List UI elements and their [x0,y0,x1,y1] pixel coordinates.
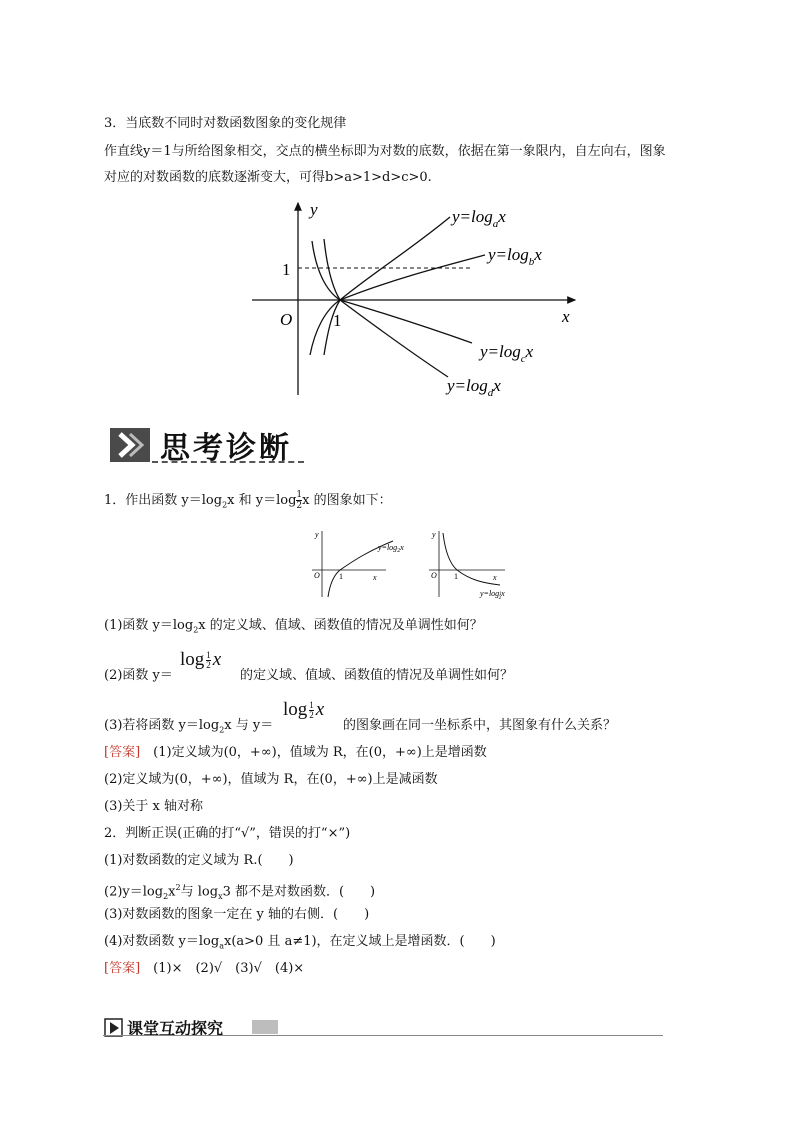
q1-part2-log-half: log $\frac{1}{2}$ x [180,649,222,670]
label-log2: $y=\log_2x$ [378,543,404,554]
main-y-axis-label: y [310,200,318,219]
label-log-half: y=log1 2x [480,589,505,601]
q1-part1: (1)函数 $y=\log_2x$ 的定义域、值域、函数值的情况及单调性如何？ [104,618,483,635]
q1-part3-prefix: (3)若将函数 $y=\log_2x$ 与 y＝ [104,718,274,735]
q2-answer: [答案] (1)× (2)√ (3)√ (4)× [104,961,305,976]
q1-part3-suffix: 的图象画在同一坐标系中，其图象有什么关系？ [343,718,617,733]
q1-part2-suffix: 的定义域、值域、函数值的情况及单调性如何？ [240,668,514,683]
svg-text:O: O [431,571,437,580]
banner-dashed-underline [152,461,304,463]
q2-heading: 2．判断正误(正确的打“√”，错误的打“×”) [104,826,351,841]
main-tick-x-1: 1 [333,311,342,330]
banner-underline [103,1035,663,1036]
main-origin-label: O [280,310,293,329]
curve-log-d [324,239,448,377]
svg-text:1: 1 [339,572,343,581]
svg-text:O: O [314,571,320,580]
answer-tag: [答案] [104,961,141,976]
section3-heading: 3．当底数不同时对数函数图象的变化规律 [104,116,347,131]
chevron-right-icon [110,428,150,462]
q2-statement3: (3)对数函数的图象一定在 y 轴的右侧．( ) [104,907,370,922]
banner-title-thinking: 思考诊断 [160,431,292,466]
svg-text:x: x [373,573,377,582]
svg-text:1: 1 [454,572,458,581]
q1-answer-line2: (2)定义域为(0，+∞)，值域为 R，在(0，+∞)上是减函数 [104,772,438,787]
banner-title-classroom: 课堂互动探究 [127,1019,224,1038]
q2-statement1: (1)对数函数的定义域为 R.( ) [104,853,294,868]
q1-intro: 1．作出函数 $y=\log_2x$ 和 y＝log $\frac{1}{2}$ x 的图象如下： [104,490,392,511]
label-log-b: $y=\log_bx$ [488,245,542,268]
svg-text:y: y [432,530,436,539]
main-tick-y-1: 1 [282,260,291,279]
section3-paragraph-line2: 对应的对数函数的底数逐渐变大，可得b>a>1>d>c>0. [104,170,432,185]
label-log-d: $y=\log_dx$ [447,376,501,399]
q2-statement4: (4)对数函数 $y=\log_ax(a>0$ 且 a≠1)，在定义域上是增函数．( ) [104,934,496,951]
graph-log-half-small [425,525,525,603]
label-log-a: $y=\log_ax$ [452,207,506,230]
log-graph-main [240,195,590,400]
answer-tag: [答案] [104,745,141,760]
svg-text:y: y [315,530,319,539]
banner-icon-box [110,428,150,462]
q1-part3-log-half: log $\frac{1}{2}$ x [283,699,325,720]
svg-text:x: x [493,573,497,582]
curve-log-b [310,255,485,355]
section3-paragraph-line1: 作直线y＝1与所给图象相交，交点的横坐标即为对数的底数，依据在第一象限内，自左向右，图象 [104,144,666,159]
label-log-c: $y=\log_cx$ [480,342,534,365]
q1-part2-prefix: (2)函数 y＝ [104,668,173,683]
main-x-axis-label: x [562,307,570,326]
q1-answer-line1: [答案] (1)定义域为(0，+∞)，值域为 R，在(0，+∞)上是增函数 [104,745,487,760]
banner-gray-bar [252,1020,278,1034]
q2-statement2: $(2)y=\log_2x^2$与 $\log_x3$ 都不是对数函数．( ) [104,883,376,901]
q1-answer-line3: (3)关于 x 轴对称 [104,799,204,814]
graph-log2-small [308,525,418,600]
